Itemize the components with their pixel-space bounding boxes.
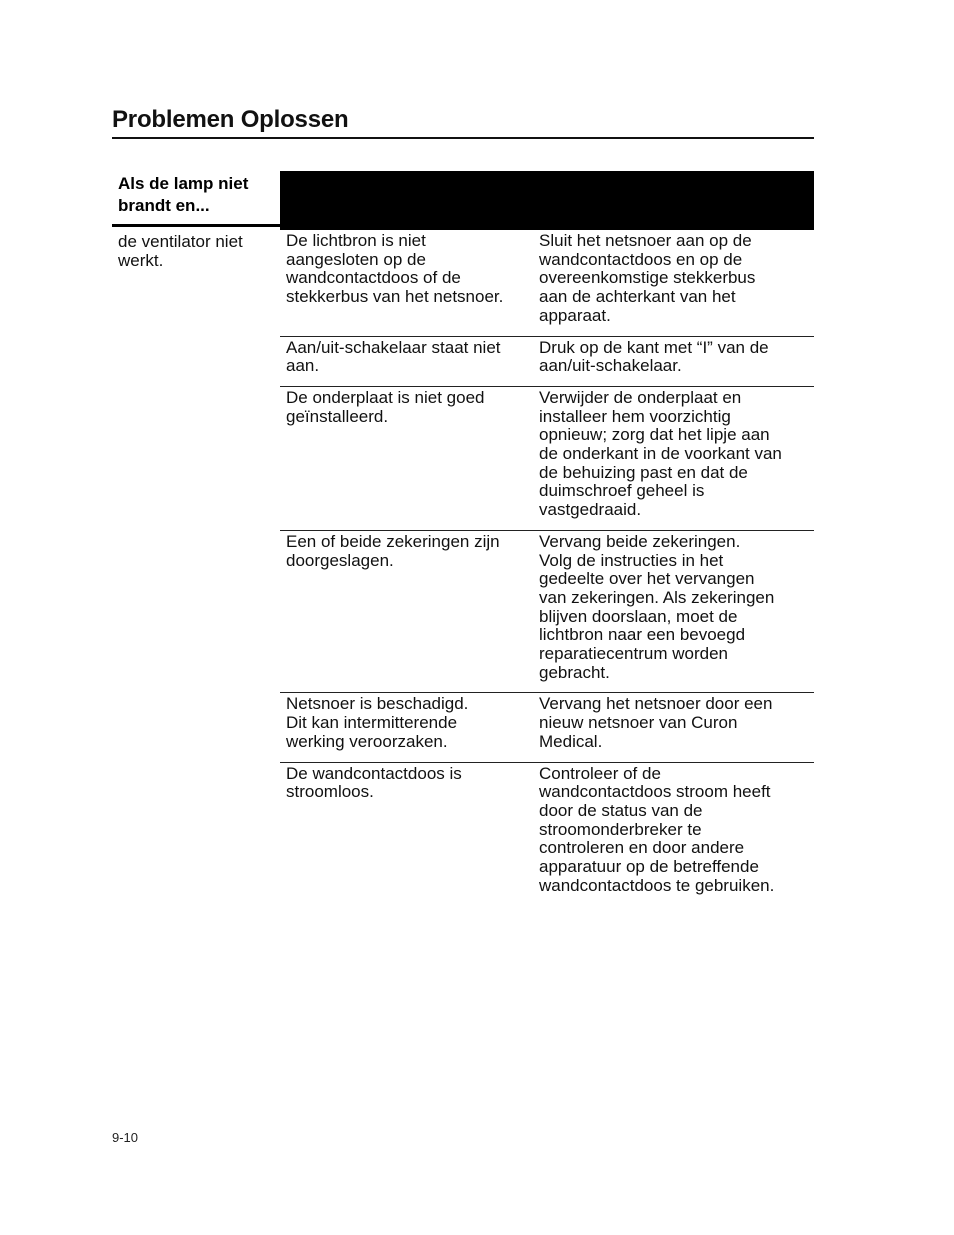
remedy-cell: Controleer of de wandcontactdoos stroom heeft door de status van de stroomonderbreker te controleren en door andere apparatuur op de betreffende wandcontactdoos te gebruiken. <box>539 763 775 895</box>
cause-cell: Een of beide zekeringen zijn doorgeslagen. <box>286 531 500 570</box>
cause-cell: De onderplaat is niet goed geïnstalleerd. <box>286 387 485 426</box>
remedy-cell: Vervang beide zekeringen. Volg de instructies in het gedeelte over het vervangen van zekeringen. Als zekeringen blijven doorslaan, moet de lichtbron naar een bevoegd reparatiecentrum worden gebracht. <box>539 531 775 682</box>
symptom-text: de ventilator niet werkt. <box>118 232 243 270</box>
table-row <box>280 230 814 337</box>
table-body <box>112 230 814 906</box>
table-row <box>280 337 814 387</box>
remedy-cell: Verwijder de onderplaat en installeer hem voorzichtig opnieuw; zorg dat het lipje aan de onderkant in de voorkant van de behuizing past en dat de duimschroef geheel is vastgedraaid. <box>539 387 782 520</box>
remedy-cell: Vervang het netsnoer door een nieuw netsnoer van Curon Medical. <box>539 694 773 751</box>
header-symptom-cell <box>112 171 280 227</box>
cause-cell: Aan/uit-schakelaar staat niet aan. <box>286 337 501 376</box>
table-rows <box>280 230 814 906</box>
table-row <box>280 763 814 906</box>
cause-cell: De wandcontactdoos is stroomloos. <box>286 763 462 802</box>
remedy-cell: Druk op de kant met “I” van de aan/uit-schakelaar. <box>539 337 769 376</box>
page-number: 9-10 <box>112 1130 139 1145</box>
table-header <box>112 171 814 230</box>
cause-cell: Netsnoer is beschadigd. Dit kan intermitterende werking veroorzaken. <box>286 694 469 751</box>
cause-cell: De lichtbron is niet aangesloten op de wandcontactdoos of de stekkerbus van het netsnoer. <box>286 231 504 307</box>
page-title: Problemen Oplossen <box>112 106 349 133</box>
header-black-bar <box>280 171 814 230</box>
table-row <box>280 693 814 762</box>
table-row <box>280 387 814 531</box>
troubleshooting-table <box>112 171 814 906</box>
header-symptom-label: Als de lamp niet brandt en... <box>118 174 249 215</box>
remedy-cell: Sluit het netsnoer aan op de wandcontactdoos en op de overeenkomstige stekkerbus aan de achterkant van het apparaat. <box>539 231 756 325</box>
table-row <box>280 531 814 694</box>
title-divider <box>112 137 814 139</box>
